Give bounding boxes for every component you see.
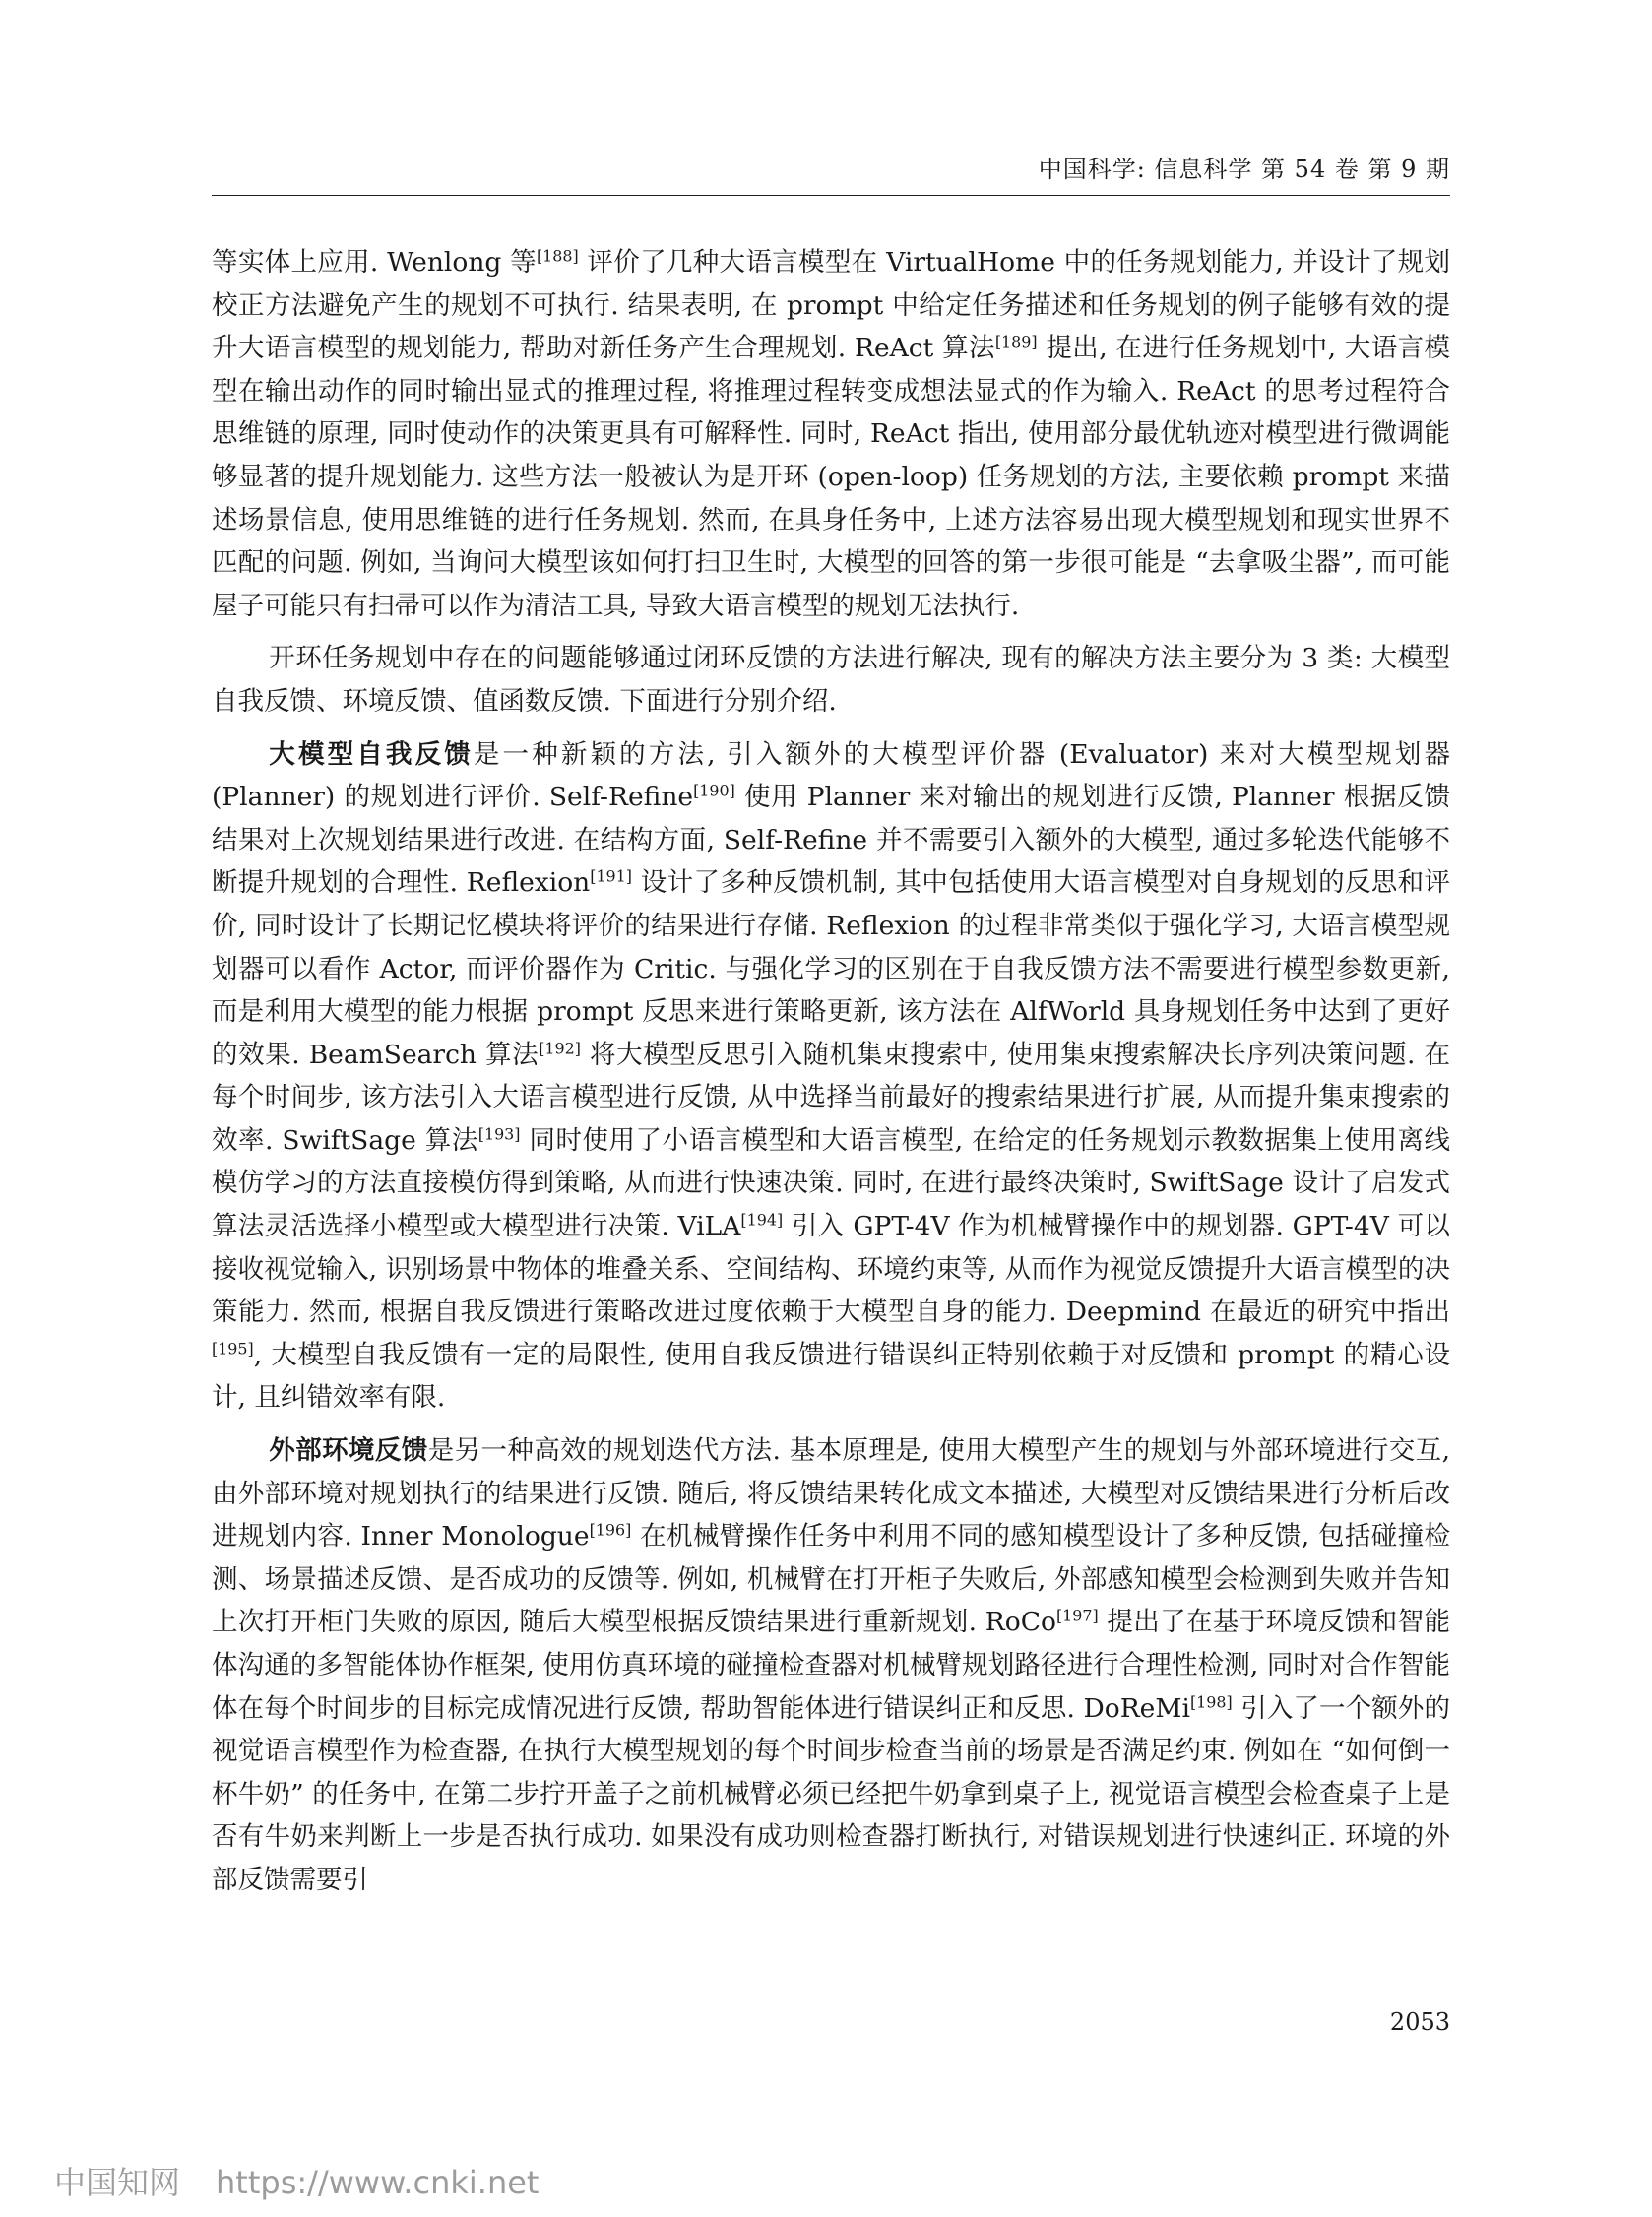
paragraph-text: 设计了多种反馈机制, 其中包括使用大语言模型对自身规划的反思和评价, 同时设计了长期记忆模块将评价的结果进行存储. Reflexion 的过程非常类似于强化学习, 大语言模型规划器可以看作 Actor, 而评价器作为 Critic. 与强化学习的区别在于自我反馈方法不需要进行模型参数更新, 而是利用大模型的能力根据 prompt 反思来进行策略更新, 该方法在 AlfWorld 具身规划任务中达到了更好的效果. BeamSearch 算法 xyxy=(212,867,1450,1070)
paragraph-text: 等实体上应用. Wenlong 等 xyxy=(212,247,537,278)
article-body xyxy=(212,241,1450,1912)
paragraph-text: 使用 Planner 来对输出的规划进行反馈, Planner 根据反馈结果对上次规划结果进行改进. 在结构方面, Self-Refine 并不需要引入额外的大模型, 通过多轮迭代能够不断提升规划的合理性. Reflexion xyxy=(212,782,1450,899)
header-divider xyxy=(212,195,1450,196)
watermark-brand: 中国知网 xyxy=(54,2164,181,2201)
citation-ref: [195] xyxy=(212,1339,254,1359)
paragraph xyxy=(212,733,1450,1421)
citation-ref: [196] xyxy=(589,1520,632,1540)
citation-ref: [188] xyxy=(536,246,579,266)
citation-ref: [193] xyxy=(477,1124,521,1144)
citation-ref: [198] xyxy=(1189,1692,1233,1712)
paragraph xyxy=(212,637,1450,723)
paragraph-text: 同时使用了小语言模型和大语言模型, 在给定的任务规划示教数据集上使用离线模仿学习的方法直接模仿得到策略, 从而进行快速决策. 同时, 在进行最终决策时, SwiftSage 设计了启发式算法灵活选择小模型或大模型进行决策. ViLA xyxy=(212,1124,1450,1242)
paragraph-text: 引入了一个额外的视觉语言模型作为检查器, 在执行大模型规划的每个时间步检查当前的场景是否满足约束. 例如在 “如何倒一杯牛奶” 的任务中, 在第二步拧开盖子之前机械臂必须已经把牛奶拿到桌子上, 视觉语言模型会检查桌子上是否有牛奶来判断上一步是否执行成功. 如果没有成功则检查器打断执行, 对错误规划进行快速纠正. 环境的外部反馈需要引 xyxy=(212,1692,1450,1895)
citation-ref: [194] xyxy=(740,1210,784,1230)
citation-ref: [190] xyxy=(693,781,735,800)
paragraph-text: 是一种新颖的方法, 引入额外的大模型评价器 (Evaluator) 来对大模型规划器 (Planner) 的规划进行评价. Self-Refine xyxy=(212,738,1450,813)
paragraph-text: 引入 GPT-4V 作为机械臂操作中的规划器. GPT-4V 可以接收视觉输入, 识别场景中物体的堆叠关系、空间结构、环境约束等, 从而作为视觉反馈提升大语言模型的决策能力. 然而, 根据自我反馈进行策略改进过度依赖于大模型自身的能力. Deepmind 在最近的研究中指出 xyxy=(212,1211,1450,1328)
citation-ref: [189] xyxy=(994,332,1038,351)
journal-header: 中国科学: 信息科学 第 54 卷 第 9 期 xyxy=(1038,156,1450,183)
cnki-watermark xyxy=(54,2158,574,2203)
paragraph-text: 提出, 在进行任务规划中, 大语言模型在输出动作的同时输出显式的推理过程, 将推理过程转变成想法显式的作为输入. ReAct 的思考过程符合思维链的原理, 同时使动作的决策更具有可解释性. 同时, ReAct 指出, 使用部分最优轨迹对模型进行微调能够显著的提升规划能力. 这些方法一般被认为是开环 (open-loop) 任务规划的方法, 主要依赖 prompt 来描述场景信息, 使用思维链的进行任务规划. 然而, 在具身任务中, 上述方法容易出现大模型规划和现实世界不匹配的问题. 例如, 当询问大模型该如何打扫卫生时, 大模型的回答的第一步很可能是 “去拿吸尘器”, 而可能屋子可能只有扫帚可以作为清洁工具, 导致大语言模型的规划无法执行. xyxy=(212,333,1450,621)
paragraph-text: 评价了几种大语言模型在 VirtualHome 中的任务规划能力, 并设计了规划校正方法避免产生的规划不可执行. 结果表明, 在 prompt 中给定任务描述和任务规划的例子能够有效的提升大语言模型的规划能力, 帮助对新任务产生合理规划. ReAct 算法 xyxy=(212,247,1450,364)
paragraph-text: 是另一种高效的规划迭代方法. 基本原理是, 使用大模型产生的规划与外部环境进行交互, 由外部环境对规划执行的结果进行反馈. 随后, 将反馈结果转化成文本描述, 大模型对反馈结果进行分析后改进规划内容. Inner Monologue xyxy=(212,1435,1451,1552)
citation-ref: [191] xyxy=(590,866,632,886)
keyword-heading: 大模型自我反馈 xyxy=(269,738,474,770)
paragraph xyxy=(212,241,1450,627)
citation-ref: [192] xyxy=(539,1039,581,1058)
keyword-heading: 外部环境反馈 xyxy=(269,1435,428,1467)
paragraph-text: 开环任务规划中存在的问题能够通过闭环反馈的方法进行解决, 现有的解决方法主要分为 3 类: 大模型自我反馈、环境反馈、值函数反馈. 下面进行分别介绍. xyxy=(212,643,1450,717)
paragraph-text: 将大模型反思引入随机集束搜索中, 使用集束搜索解决长序列决策问题. 在每个时间步, 该方法引入大语言模型进行反馈, 从中选择当前最好的搜索结果进行扩展, 从而提升集束搜索的效率. SwiftSage 算法 xyxy=(212,1039,1450,1156)
paragraph xyxy=(212,1429,1450,1902)
watermark-url: https://www.cnki.net xyxy=(216,2164,540,2201)
page-number: 2053 xyxy=(1389,2008,1450,2036)
citation-ref: [197] xyxy=(1055,1606,1099,1625)
paragraph-text: , 大模型自我反馈有一定的局限性, 使用自我反馈进行错误纠正特别依赖于对反馈和 prompt 的精心设计, 且纠错效率有限. xyxy=(212,1339,1450,1414)
paragraph-text: 提出了在基于环境反馈和智能体沟通的多智能体协作框架, 使用仿真环境的碰撞检查器对机械臂规划路径进行合理性检测, 同时对合作智能体在每个时间步的目标完成情况进行反馈, 帮助智能体进行错误纠正和反思. DoReMi xyxy=(212,1607,1450,1724)
paragraph-text: 在机械臂操作任务中利用不同的感知模型设计了多种反馈, 包括碰撞检测、场景描述反馈、是否成功的反馈等. 例如, 机械臂在打开柜子失败后, 外部感知模型会检测到失败并告知上次打开柜门失败的原因, 随后大模型根据反馈结果进行重新规划. RoCo xyxy=(212,1521,1450,1638)
